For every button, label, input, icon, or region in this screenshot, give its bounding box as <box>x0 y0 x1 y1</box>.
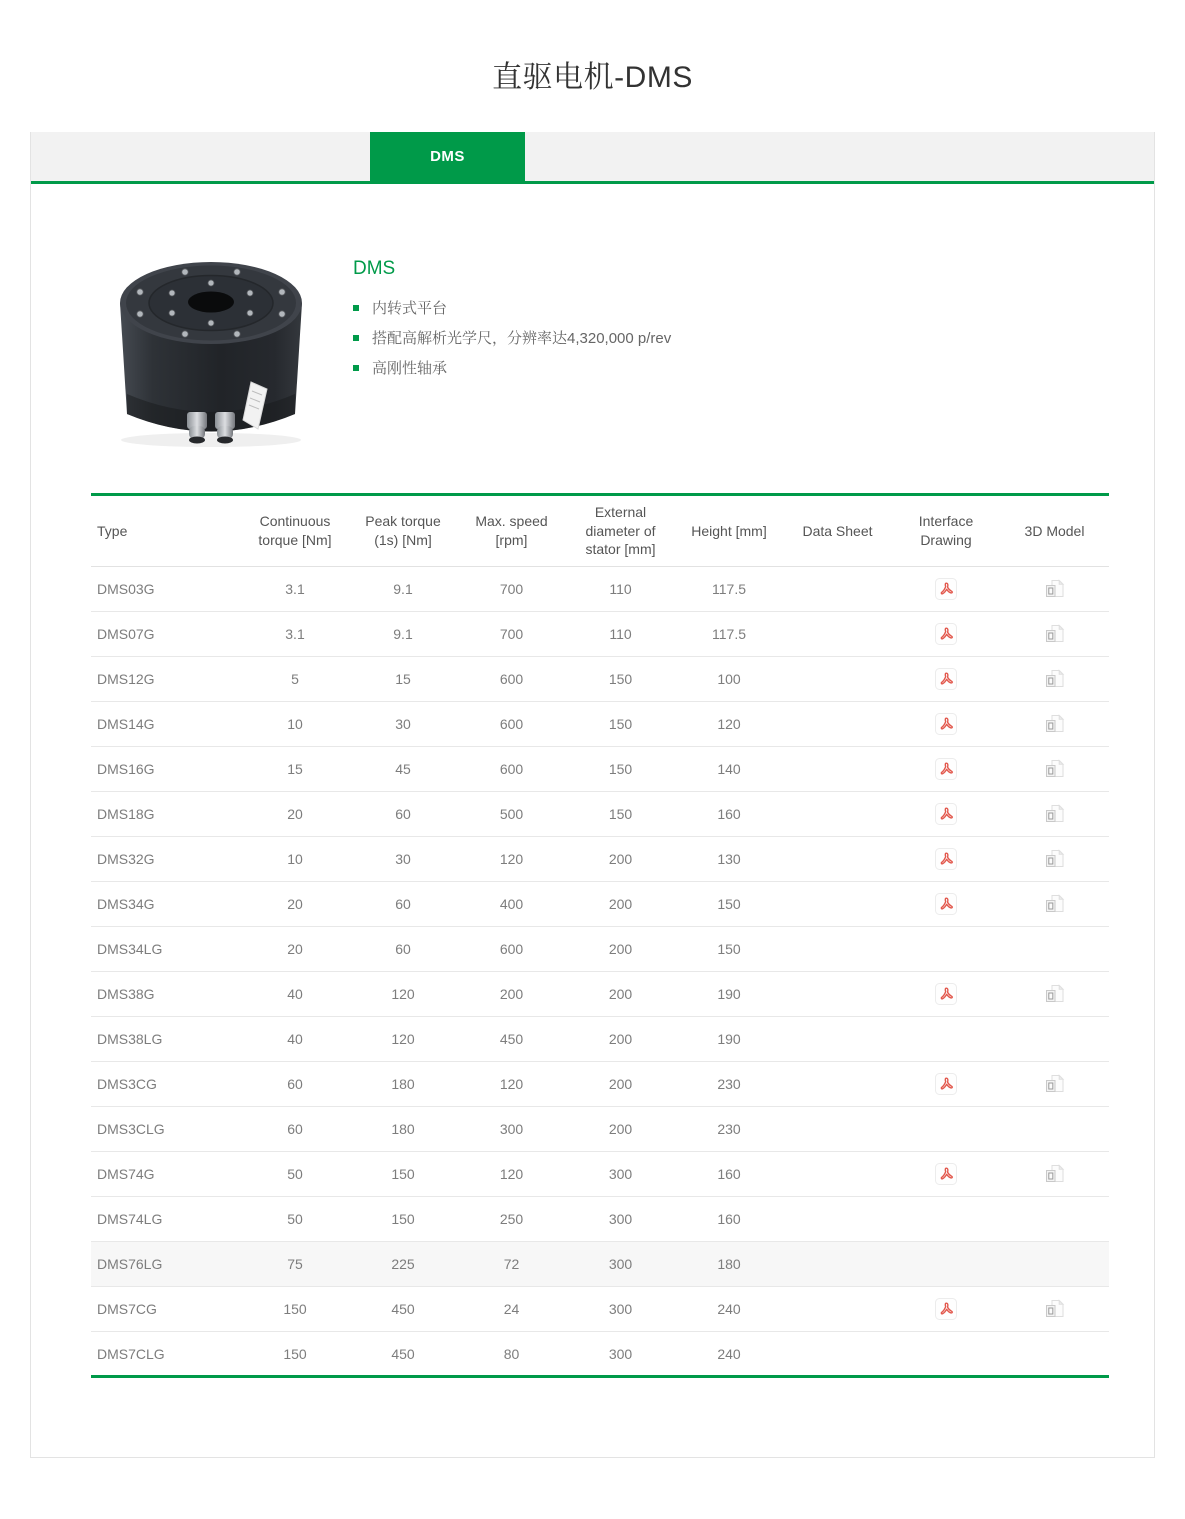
cell-max-speed: 600 <box>457 927 566 972</box>
cell-3d-model <box>1000 972 1109 1017</box>
cell-data-sheet <box>783 792 892 837</box>
table-row <box>91 1287 1109 1332</box>
3d-model-icon[interactable] <box>1043 892 1067 916</box>
cell-height: 117.5 <box>675 567 783 612</box>
cell-interface-drawing <box>892 972 1000 1017</box>
cell-interface-drawing <box>892 882 1000 927</box>
cell-continuous-torque: 50 <box>241 1197 349 1242</box>
cell-height: 150 <box>675 882 783 927</box>
cell-external-diameter: 200 <box>566 1107 675 1152</box>
cell-interface-drawing <box>892 1062 1000 1107</box>
table-row <box>91 567 1109 612</box>
cell-interface-drawing <box>892 1197 1000 1242</box>
cell-external-diameter: 200 <box>566 1062 675 1107</box>
cell-continuous-torque: 3.1 <box>241 612 349 657</box>
cell-peak-torque: 9.1 <box>349 567 457 612</box>
pdf-icon[interactable] <box>934 712 958 736</box>
bullet-square-icon <box>353 305 359 311</box>
cell-max-speed: 600 <box>457 657 566 702</box>
cell-type: DMS14G <box>91 702 241 747</box>
cell-peak-torque: 225 <box>349 1242 457 1287</box>
table-body <box>91 567 1109 1377</box>
cell-3d-model <box>1000 927 1109 972</box>
cell-type: DMS76LG <box>91 1242 241 1287</box>
cell-3d-model <box>1000 1107 1109 1152</box>
table-row <box>91 882 1109 927</box>
cell-3d-model <box>1000 612 1109 657</box>
3d-model-icon[interactable] <box>1043 667 1067 691</box>
cell-data-sheet <box>783 837 892 882</box>
cell-interface-drawing <box>892 927 1000 972</box>
cell-peak-torque: 180 <box>349 1107 457 1152</box>
cell-data-sheet <box>783 927 892 972</box>
cell-height: 230 <box>675 1062 783 1107</box>
3d-model-icon[interactable] <box>1043 1162 1067 1186</box>
cell-external-diameter: 300 <box>566 1197 675 1242</box>
table-row <box>91 702 1109 747</box>
cell-data-sheet <box>783 1062 892 1107</box>
pdf-icon[interactable] <box>934 802 958 826</box>
cell-external-diameter: 300 <box>566 1287 675 1332</box>
cell-max-speed: 500 <box>457 792 566 837</box>
cell-type: DMS12G <box>91 657 241 702</box>
tab-bar <box>31 132 1154 184</box>
3d-model-icon[interactable] <box>1043 712 1067 736</box>
cell-max-speed: 600 <box>457 747 566 792</box>
cell-peak-torque: 150 <box>349 1152 457 1197</box>
cell-continuous-torque: 150 <box>241 1287 349 1332</box>
cell-peak-torque: 150 <box>349 1197 457 1242</box>
cell-external-diameter: 110 <box>566 567 675 612</box>
column-header-5: Height [mm] <box>675 495 783 567</box>
cell-3d-model <box>1000 1287 1109 1332</box>
column-header-2: Peak torque (1s) [Nm] <box>349 495 457 567</box>
cell-height: 240 <box>717 1345 741 1362</box>
column-header-type: Type <box>91 495 241 567</box>
feature-item <box>353 360 671 378</box>
cell-external-diameter: 110 <box>566 612 675 657</box>
cell-continuous-torque: 10 <box>241 702 349 747</box>
cell-type: DMS18G <box>91 792 241 837</box>
cell-type: DMS3CLG <box>91 1107 241 1152</box>
table-row <box>91 1017 1109 1062</box>
cell-height: 120 <box>675 702 783 747</box>
bullet-square-icon <box>353 335 359 341</box>
cell-max-speed: 120 <box>457 1152 566 1197</box>
cell-max-speed: 700 <box>457 612 566 657</box>
table-row <box>91 657 1109 702</box>
cell-type: DMS16G <box>91 747 241 792</box>
spec-table <box>91 493 1109 1378</box>
pdf-icon[interactable] <box>934 847 958 871</box>
cell-interface-drawing <box>892 1107 1000 1152</box>
cell-3d-model <box>1000 1242 1109 1287</box>
content-card <box>30 132 1155 1458</box>
table-row <box>91 747 1109 792</box>
table-row <box>91 837 1109 882</box>
cell-type: DMS34G <box>91 882 241 927</box>
feature-list <box>353 300 671 378</box>
cell-type: DMS74LG <box>91 1197 241 1242</box>
cell-peak-torque: 30 <box>349 702 457 747</box>
motor-illustration <box>101 246 321 451</box>
table-row <box>91 792 1109 837</box>
cell-height: 180 <box>675 1242 783 1287</box>
cell-max-speed: 120 <box>457 1062 566 1107</box>
cell-interface-drawing <box>892 657 1000 702</box>
3d-model-icon[interactable] <box>1043 757 1067 781</box>
cell-3d-model <box>1000 1152 1109 1197</box>
cell-interface-drawing <box>892 1332 1000 1377</box>
table-row <box>91 1062 1109 1107</box>
cell-height: 117.5 <box>675 612 783 657</box>
product-info <box>353 246 671 451</box>
pdf-icon[interactable] <box>934 1297 958 1321</box>
cell-continuous-torque: 40 <box>241 972 349 1017</box>
cell-interface-drawing <box>892 837 1000 882</box>
cell-data-sheet <box>783 1332 892 1377</box>
cell-max-speed: 72 <box>457 1242 566 1287</box>
table-row <box>91 927 1109 972</box>
pdf-icon[interactable] <box>934 1162 958 1186</box>
pdf-icon[interactable] <box>934 622 958 646</box>
cell-continuous-torque: 3.1 <box>241 567 349 612</box>
column-header-3: Max. speed [rpm] <box>457 495 566 567</box>
cell-continuous-torque: 10 <box>241 837 349 882</box>
cell-3d-model <box>1000 882 1109 927</box>
cell-data-sheet <box>783 1287 892 1332</box>
3d-model-icon[interactable] <box>1043 577 1067 601</box>
cell-3d-model <box>1000 1332 1109 1377</box>
table-row <box>91 612 1109 657</box>
column-header-1: Continuous torque [Nm] <box>241 495 349 567</box>
cell-max-speed: 400 <box>457 882 566 927</box>
cell-3d-model <box>1000 1017 1109 1062</box>
cell-peak-torque: 60 <box>349 927 457 972</box>
3d-model-icon[interactable] <box>1043 802 1067 826</box>
cell-3d-model <box>1000 567 1109 612</box>
cell-3d-model <box>1000 747 1109 792</box>
cell-external-diameter: 150 <box>566 702 675 747</box>
cell-continuous-torque: 60 <box>241 1107 349 1152</box>
cell-peak-torque: 450 <box>349 1287 457 1332</box>
cell-type: DMS38G <box>91 972 241 1017</box>
pdf-icon[interactable] <box>934 757 958 781</box>
cell-interface-drawing <box>892 747 1000 792</box>
cell-external-diameter: 200 <box>566 927 675 972</box>
cell-data-sheet <box>783 657 892 702</box>
3d-model-icon[interactable] <box>1043 1297 1067 1321</box>
cell-interface-drawing <box>892 702 1000 747</box>
cell-interface-drawing <box>892 1017 1000 1062</box>
cell-max-speed: 450 <box>457 1017 566 1062</box>
tab-content <box>31 246 1154 1378</box>
cell-interface-drawing <box>892 1287 1000 1332</box>
table-row <box>91 1197 1109 1242</box>
cell-external-diameter: 200 <box>566 882 675 927</box>
cell-continuous-torque: 20 <box>241 792 349 837</box>
cell-type: DMS3CG <box>91 1062 241 1107</box>
cell-3d-model <box>1000 792 1109 837</box>
3d-model-icon[interactable] <box>1043 622 1067 646</box>
feature-text: 搭配高解析光学尺，分辨率达4,320,000 p/rev <box>372 330 672 347</box>
feature-text: 高刚性轴承 <box>372 360 448 377</box>
cell-interface-drawing <box>892 1152 1000 1197</box>
cell-data-sheet <box>783 702 892 747</box>
cell-continuous-torque: 40 <box>241 1017 349 1062</box>
3d-model-icon[interactable] <box>1043 847 1067 871</box>
product-section <box>91 246 1107 451</box>
cell-peak-torque: 60 <box>349 792 457 837</box>
cell-height: 230 <box>675 1107 783 1152</box>
cell-max-speed: 200 <box>457 972 566 1017</box>
feature-text: 内转式平台 <box>372 300 448 317</box>
cell-continuous-torque: 20 <box>241 882 349 927</box>
cell-type: DMS34LG <box>91 927 241 972</box>
cell-external-diameter: 150 <box>566 747 675 792</box>
cell-max-speed: 700 <box>457 567 566 612</box>
cell-data-sheet <box>783 882 892 927</box>
cell-external-diameter: 150 <box>566 792 675 837</box>
table-header-row <box>91 495 1109 567</box>
cell-height: 100 <box>675 657 783 702</box>
cell-continuous-torque: 50 <box>241 1152 349 1197</box>
cell-height: 130 <box>675 837 783 882</box>
cell-peak-torque: 450 <box>391 1345 415 1362</box>
pdf-icon[interactable] <box>934 982 958 1006</box>
cell-height: 140 <box>675 747 783 792</box>
cell-peak-torque: 9.1 <box>349 612 457 657</box>
cell-continuous-torque: 150 <box>283 1345 307 1362</box>
cell-continuous-torque: 75 <box>241 1242 349 1287</box>
page-title: 直驱电机-DMS <box>492 61 693 94</box>
3d-model-icon[interactable] <box>1043 982 1067 1006</box>
cell-data-sheet <box>783 567 892 612</box>
cell-max-speed: 24 <box>457 1287 566 1332</box>
column-header-4: External diameter of stator [mm] <box>566 495 675 567</box>
table-row <box>91 1107 1109 1152</box>
cell-data-sheet <box>783 1017 892 1062</box>
pdf-icon[interactable] <box>934 667 958 691</box>
table-row <box>91 1332 1109 1377</box>
cell-height: 240 <box>675 1287 783 1332</box>
cell-peak-torque: 60 <box>349 882 457 927</box>
bullet-square-icon <box>353 365 359 371</box>
pdf-icon[interactable] <box>934 577 958 601</box>
cell-continuous-torque: 20 <box>241 927 349 972</box>
pdf-icon[interactable] <box>934 892 958 916</box>
cell-type: DMS32G <box>91 837 241 882</box>
cell-external-diameter: 150 <box>566 657 675 702</box>
cell-external-diameter: 300 <box>566 1242 675 1287</box>
cell-max-speed: 250 <box>457 1197 566 1242</box>
cell-interface-drawing <box>892 612 1000 657</box>
cell-height: 160 <box>675 1197 783 1242</box>
cell-data-sheet <box>783 1107 892 1152</box>
cell-continuous-torque: 5 <box>241 657 349 702</box>
cell-external-diameter: 300 <box>566 1152 675 1197</box>
cell-peak-torque: 15 <box>349 657 457 702</box>
cell-peak-torque: 180 <box>349 1062 457 1107</box>
3d-model-icon[interactable] <box>1043 1072 1067 1096</box>
cell-interface-drawing <box>892 1242 1000 1287</box>
cell-max-speed: 600 <box>457 702 566 747</box>
table-row <box>91 972 1109 1017</box>
cell-type: DMS7CG <box>91 1287 241 1332</box>
cell-height: 190 <box>675 972 783 1017</box>
cell-data-sheet <box>783 1152 892 1197</box>
cell-interface-drawing <box>892 792 1000 837</box>
cell-data-sheet <box>783 747 892 792</box>
product-image <box>101 246 321 451</box>
cell-height: 160 <box>675 792 783 837</box>
pdf-icon[interactable] <box>934 1072 958 1096</box>
cell-max-speed: 300 <box>457 1107 566 1152</box>
column-header-7: Interface Drawing <box>892 495 1000 567</box>
tab-dms[interactable]: DMS <box>370 132 525 181</box>
cell-continuous-torque: 60 <box>241 1062 349 1107</box>
cell-peak-torque: 120 <box>349 972 457 1017</box>
cell-max-speed: 120 <box>457 837 566 882</box>
cell-height: 190 <box>675 1017 783 1062</box>
cell-external-diameter: 200 <box>566 1017 675 1062</box>
feature-item <box>353 330 671 348</box>
product-heading: DMS <box>353 258 396 279</box>
cell-3d-model <box>1000 1197 1109 1242</box>
cell-3d-model <box>1000 837 1109 882</box>
cell-data-sheet <box>783 1242 892 1287</box>
cell-height: 160 <box>675 1152 783 1197</box>
cell-peak-torque: 30 <box>349 837 457 882</box>
cell-external-diameter: 200 <box>566 972 675 1017</box>
table-row <box>91 1242 1109 1287</box>
cell-peak-torque: 120 <box>349 1017 457 1062</box>
cell-type: DMS74G <box>91 1152 241 1197</box>
cell-data-sheet <box>783 972 892 1017</box>
cell-3d-model <box>1000 1062 1109 1107</box>
feature-item <box>353 300 671 318</box>
cell-data-sheet <box>783 612 892 657</box>
cell-continuous-torque: 15 <box>241 747 349 792</box>
cell-height: 150 <box>675 927 783 972</box>
cell-peak-torque: 45 <box>349 747 457 792</box>
cell-type: DMS03G <box>91 567 241 612</box>
column-header-8: 3D Model <box>1000 495 1109 567</box>
cell-type: DMS38LG <box>91 1017 241 1062</box>
cell-max-speed: 80 <box>503 1345 520 1362</box>
table-row <box>91 1152 1109 1197</box>
cell-external-diameter: 200 <box>566 837 675 882</box>
cell-data-sheet <box>783 1197 892 1242</box>
cell-3d-model <box>1000 657 1109 702</box>
cell-interface-drawing <box>892 567 1000 612</box>
cell-3d-model <box>1000 702 1109 747</box>
cell-type: DMS7CLG <box>97 1345 165 1362</box>
cell-external-diameter: 300 <box>608 1345 633 1362</box>
column-header-6: Data Sheet <box>783 495 892 567</box>
cell-type: DMS07G <box>91 612 241 657</box>
